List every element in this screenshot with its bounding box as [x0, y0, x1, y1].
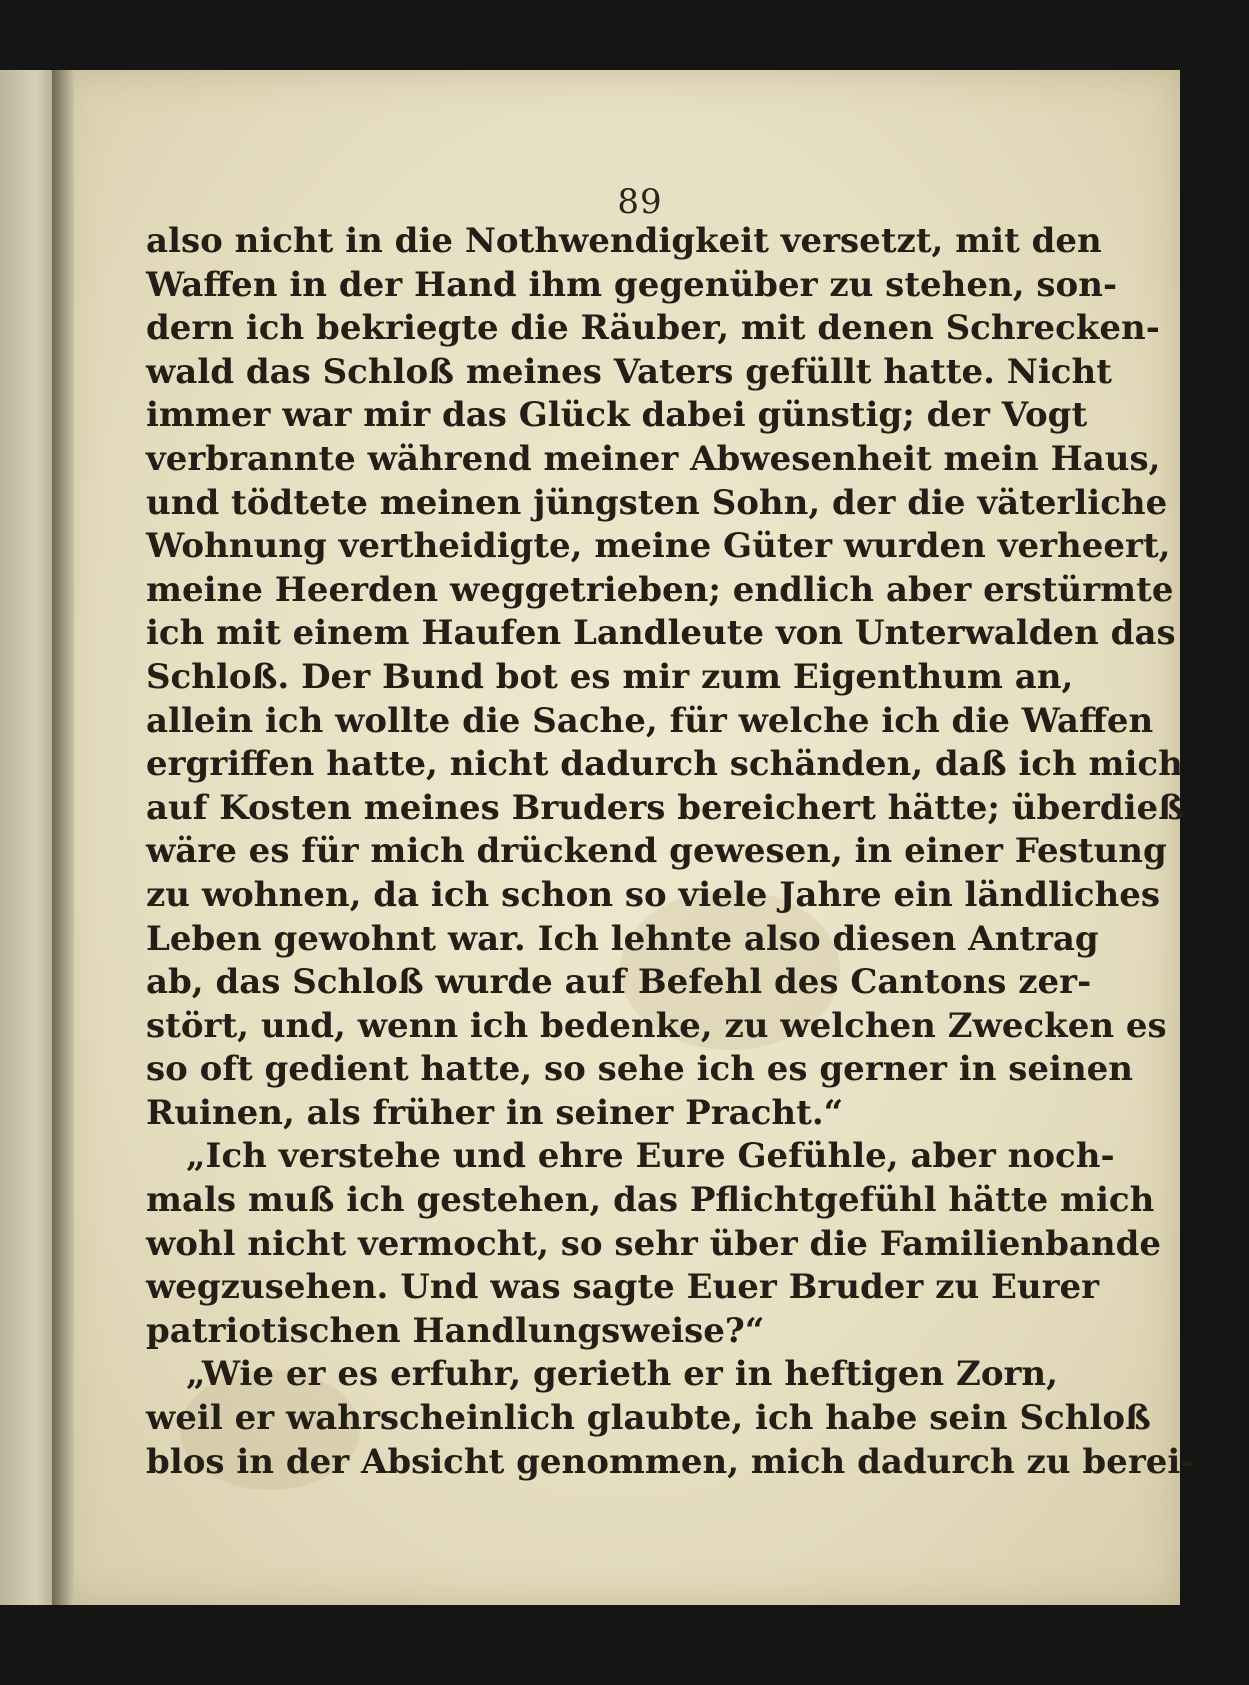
text-line: wohl nicht vermocht, so sehr über die Familienbande	[146, 1223, 1162, 1264]
text-line: verbrannte während meiner Abwesenheit mein Haus,	[146, 438, 1161, 479]
text-line: wegzusehen. Und was sagte Euer Bruder zu Eurer	[146, 1267, 1100, 1308]
text-line: wäre es für mich drückend gewesen, in einer Festung	[146, 831, 1167, 872]
text-line: patriotischen Handlungsweise?“	[146, 1310, 765, 1351]
text-line: blos in der Absicht genommen, mich dadurch zu berei-	[146, 1441, 1195, 1482]
text-line: auf Kosten meines Bruders bereichert hätte; überdieß	[146, 787, 1184, 828]
text-line: wald das Schloß meines Vaters gefüllt hatte. Nicht	[146, 351, 1112, 392]
gutter-shadow	[52, 70, 74, 1605]
facing-page-edge	[0, 70, 60, 1605]
text-line: Leben gewohnt war. Ich lehnte also diesen Antrag	[146, 918, 1099, 959]
text-line: Schloß. Der Bund bot es mir zum Eigenthum an,	[146, 656, 1074, 697]
text-line: weil er wahrscheinlich glaubte, ich habe sein Schloß	[146, 1398, 1151, 1439]
text-line: Waffen in der Hand ihm gegenüber zu stehen, son-	[146, 264, 1118, 305]
text-line: meine Heerden weggetrieben; endlich aber erstürmte	[146, 569, 1174, 610]
text-line: Ruinen, als früher in seiner Pracht.“	[146, 1092, 844, 1133]
text-line: „Ich verstehe und ehre Eure Gefühle, aber noch-	[186, 1136, 1115, 1177]
text-line: so oft gedient hatte, so sehe ich es gerner in seinen	[146, 1049, 1134, 1090]
text-line: Wohnung vertheidigte, meine Güter wurden verheert,	[146, 526, 1171, 567]
text-line: „Wie er es erfuhr, gerieth er in heftigen Zorn,	[186, 1354, 1058, 1395]
text-line: also nicht in die Nothwendigkeit versetzt, mit den	[146, 221, 1102, 261]
text-line: stört, und, wenn ich bedenke, zu welchen Zwecken es	[146, 1005, 1167, 1046]
text-line: ab, das Schloß wurde auf Befehl des Cantons zer-	[146, 962, 1092, 1003]
text-line: ergriffen hatte, nicht dadurch schänden, daß ich mich	[146, 744, 1183, 785]
text-line: und tödtete meinen jüngsten Sohn, der die väterliche	[146, 482, 1168, 523]
text-line: ich mit einem Haufen Landleute von Unterwalden das	[146, 613, 1176, 654]
page-number: 89	[617, 182, 663, 222]
text-line: mals muß ich gestehen, das Pflichtgefühl hätte mich	[146, 1180, 1155, 1221]
body-text	[146, 220, 1195, 1484]
book-page	[60, 70, 1195, 1605]
text-line: dern ich bekriegte die Räuber, mit denen Schrecken-	[146, 308, 1160, 349]
text-line: allein ich wollte die Sache, für welche ich die Waffen	[146, 700, 1154, 741]
text-line: immer war mir das Glück dabei günstig; der Vogt	[146, 395, 1088, 436]
text-line: zu wohnen, da ich schon so viele Jahre ein ländliches	[146, 874, 1161, 915]
